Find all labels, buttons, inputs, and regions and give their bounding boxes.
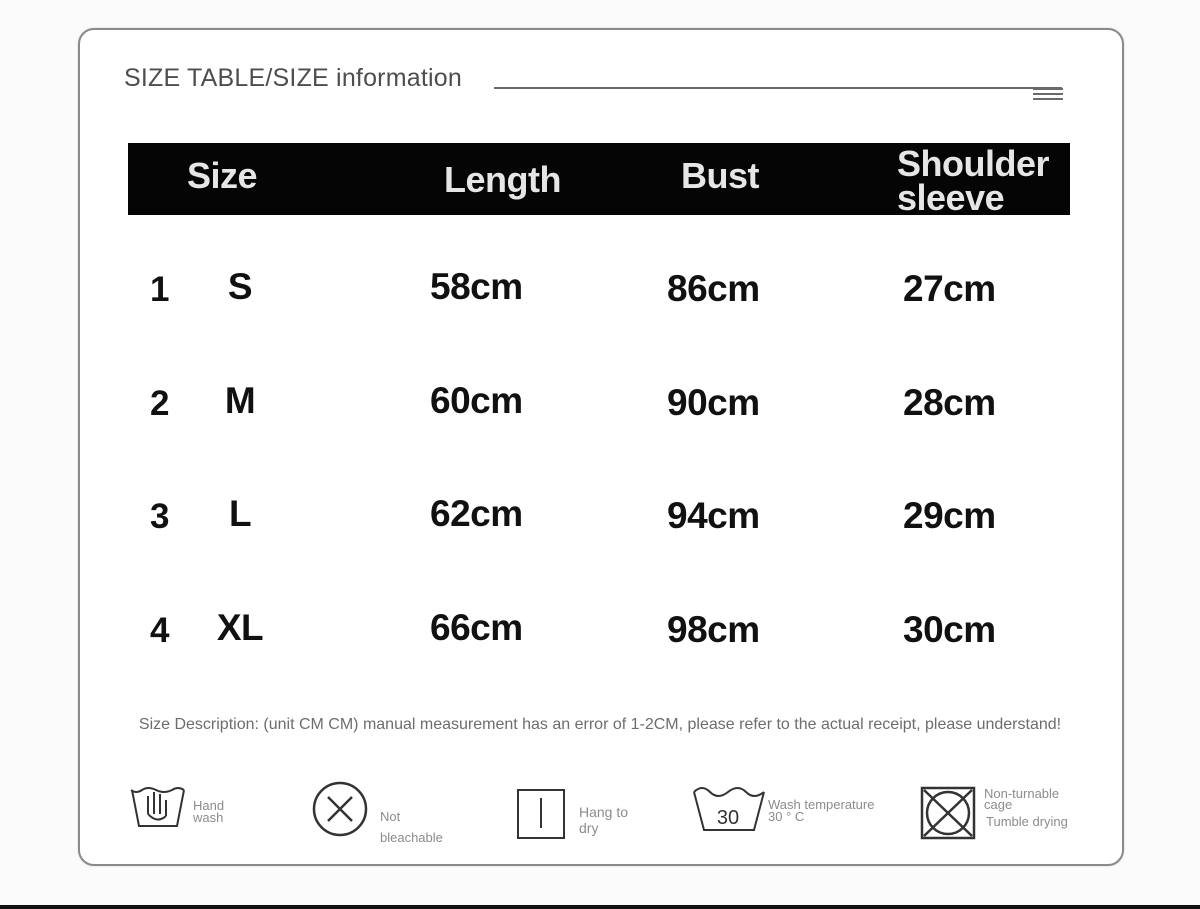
size-description: Size Description: (unit CM CM) manual measurement has an error of 1-2CM, please refer to the actual receipt, please understand! xyxy=(138,716,1062,733)
length-cell: 60cm xyxy=(430,380,523,421)
bust-cell: 86cm xyxy=(667,268,760,309)
row-number: 1 xyxy=(150,270,169,309)
table-row xyxy=(0,607,1200,667)
bottom-border xyxy=(0,905,1200,909)
row-number: 2 xyxy=(150,384,169,423)
size-cell: M xyxy=(224,380,256,421)
care-label: Wash temperature 30 ° C xyxy=(768,797,875,824)
care-hand-wash xyxy=(128,780,268,842)
table-row xyxy=(0,380,1200,440)
care-wash-temperature xyxy=(692,780,892,842)
shoulder-cell: 29cm xyxy=(903,495,996,536)
bust-cell: 98cm xyxy=(667,609,760,650)
care-hang-to-dry xyxy=(516,780,656,842)
shoulder-cell: 27cm xyxy=(903,268,996,309)
wash-temperature-number: 30 xyxy=(716,807,740,829)
title-divider xyxy=(494,87,1062,89)
size-cell: XL xyxy=(216,607,264,648)
care-label: Non-turnable cage xyxy=(984,786,1060,812)
header-size: Size xyxy=(187,155,258,196)
table-row xyxy=(0,493,1200,553)
menu-icon xyxy=(1033,88,1063,104)
row-number: 4 xyxy=(150,611,169,650)
care-label: Hang to dry xyxy=(579,804,629,836)
header-bust: Bust xyxy=(681,155,759,196)
size-cell: L xyxy=(228,493,252,534)
care-label: Not bleachable xyxy=(380,809,443,845)
hand-wash-icon xyxy=(128,780,188,832)
no-tumble-dry-icon xyxy=(920,780,976,840)
header-length: Length xyxy=(444,159,561,200)
bust-cell: 94cm xyxy=(667,495,760,536)
not-bleachable-icon xyxy=(312,780,370,838)
care-label-secondary: Tumble drying xyxy=(986,814,1068,829)
bust-cell: 90cm xyxy=(667,382,760,423)
wash-temperature-icon xyxy=(692,780,766,836)
care-no-tumble-dry xyxy=(920,780,1080,842)
shoulder-cell: 30cm xyxy=(903,609,996,650)
shoulder-cell: 28cm xyxy=(903,382,996,423)
table-row xyxy=(0,266,1200,326)
hang-to-dry-icon xyxy=(516,780,568,840)
length-cell: 58cm xyxy=(430,266,523,307)
length-cell: 62cm xyxy=(430,493,523,534)
care-not-bleachable xyxy=(312,780,472,845)
care-label: Hand wash xyxy=(193,798,225,825)
header-shoulder-sleeve: Shoulder sleeve xyxy=(897,143,1050,218)
row-number: 3 xyxy=(150,497,169,536)
page-title: SIZE TABLE/SIZE information xyxy=(124,64,462,92)
length-cell: 66cm xyxy=(430,607,523,648)
size-cell: S xyxy=(227,266,253,307)
table-header xyxy=(128,143,1070,218)
